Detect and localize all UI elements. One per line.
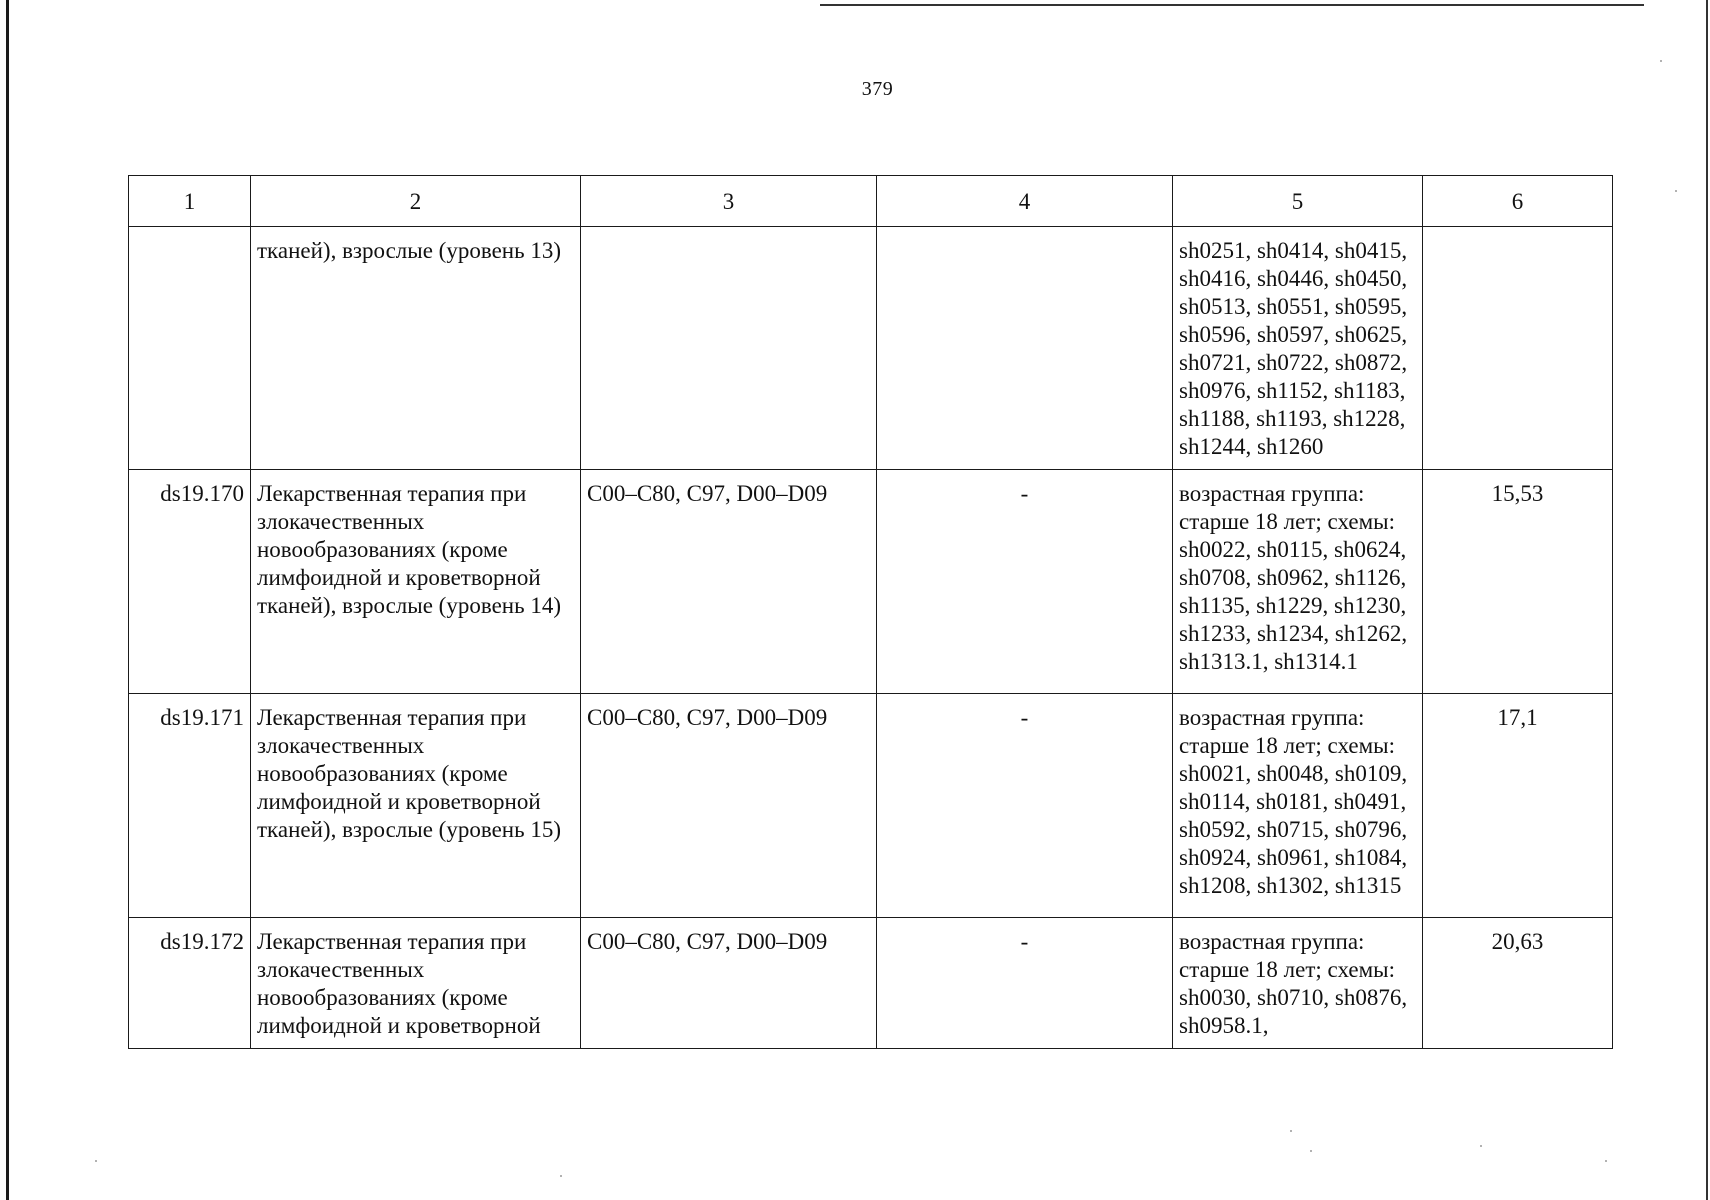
cell-extra: -: [877, 470, 1173, 694]
scan-top-rule: [820, 4, 1644, 6]
column-header: 3: [581, 176, 877, 227]
cell-code: [129, 227, 251, 470]
table-row: [129, 227, 1613, 470]
cell-code: ds19.171: [129, 694, 251, 918]
scan-speckle: [1480, 1145, 1482, 1147]
scan-speckle: [1310, 1150, 1312, 1152]
scan-speckle: [1660, 60, 1662, 62]
cell-code: ds19.172: [129, 918, 251, 1049]
tariff-table: [128, 175, 1613, 1049]
column-header: 1: [129, 176, 251, 227]
scan-speckle: [95, 1160, 97, 1162]
cell-coefficient: 17,1: [1423, 694, 1613, 918]
cell-criteria: возрастная группа: старше 18 лет; схемы: sh0022, sh0115, sh0624, sh0708, sh0962, sh1126, sh1135, sh1229, sh1230, sh1233, sh1234, sh1262, sh1313.1, sh1314.1: [1173, 470, 1423, 694]
cell-coefficient: 20,63: [1423, 918, 1613, 1049]
cell-name: Лекарственная терапия при злокачественных новообразованиях (кроме лимфоидной и кроветворной тканей), взрослые (уровень 15): [251, 694, 581, 918]
scan-speckle: [1605, 1160, 1607, 1162]
cell-diagnoses: C00–C80, C97, D00–D09: [581, 918, 877, 1049]
cell-diagnoses: C00–C80, C97, D00–D09: [581, 470, 877, 694]
column-header: 5: [1173, 176, 1423, 227]
scan-speckle: [1675, 190, 1677, 192]
cell-name: Лекарственная терапия при злокачественных новообразованиях (кроме лимфоидной и кроветворной тканей), взрослые (уровень 14): [251, 470, 581, 694]
cell-criteria: возрастная группа: старше 18 лет; схемы: sh0030, sh0710, sh0876, sh0958.1,: [1173, 918, 1423, 1049]
cell-extra: -: [877, 918, 1173, 1049]
cell-coefficient: 15,53: [1423, 470, 1613, 694]
scan-speckle: [1290, 1130, 1292, 1132]
cell-code: ds19.170: [129, 470, 251, 694]
cell-coefficient: [1423, 227, 1613, 470]
column-header: 6: [1423, 176, 1613, 227]
cell-extra: -: [877, 694, 1173, 918]
column-header: 2: [251, 176, 581, 227]
table-row: [129, 918, 1613, 1049]
cell-name: Лекарственная терапия при злокачественных новообразованиях (кроме лимфоидной и кроветворной: [251, 918, 581, 1049]
table-header-row: [129, 176, 1613, 227]
cell-diagnoses: [581, 227, 877, 470]
cell-criteria: sh0251, sh0414, sh0415, sh0416, sh0446, sh0450, sh0513, sh0551, sh0595, sh0596, sh0597, sh0625, sh0721, sh0722, sh0872, sh0976, sh1152, sh1183, sh1188, sh1193, sh1228, sh1244, sh1260: [1173, 227, 1423, 470]
cell-diagnoses: C00–C80, C97, D00–D09: [581, 694, 877, 918]
table-row: [129, 470, 1613, 694]
scan-speckle: [560, 1175, 562, 1177]
scan-left-border: [6, 0, 9, 1200]
page-number: 379: [861, 78, 894, 100]
cell-criteria: возрастная группа: старше 18 лет; схемы: sh0021, sh0048, sh0109, sh0114, sh0181, sh0491, sh0592, sh0715, sh0796, sh0924, sh0961, sh1084, sh1208, sh1302, sh1315: [1173, 694, 1423, 918]
column-header: 4: [877, 176, 1173, 227]
cell-extra: [877, 227, 1173, 470]
scan-right-border: [1706, 0, 1708, 1200]
cell-name: тканей), взрослые (уровень 13): [251, 227, 581, 470]
table-row: [129, 694, 1613, 918]
